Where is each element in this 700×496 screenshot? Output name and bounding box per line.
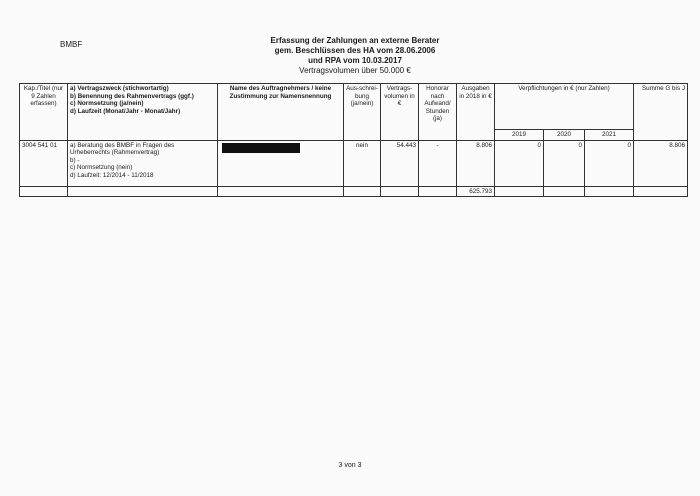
payments-table <box>19 83 688 197</box>
title-line-4: Vertragsvolumen über 50.000 € <box>299 66 411 75</box>
header-year-2020: 2020 <box>544 130 585 141</box>
header-kap-titel: Kap./Titel (nur 9 Zahlen erfassen) <box>20 84 68 141</box>
header-zweck-c: c) Normsetzung (ja/nein) <box>70 100 144 108</box>
cell-2021: 0 <box>585 140 634 186</box>
header-zweck-b: b) Benennung des Rahmenvertrags (ggf.) <box>70 92 194 100</box>
title-line-3: und RPA vom 10.03.2017 <box>308 56 402 65</box>
cell-zweck-b: b) - <box>70 156 80 164</box>
total-row <box>20 186 688 197</box>
title-line-2: gem. Beschlüssen des HA vom 28.06.2006 <box>274 46 436 55</box>
cell-vertragsvolumen: 54.443 <box>381 140 419 186</box>
cell-zweck <box>68 140 218 186</box>
cell-kap: 3004 541 01 <box>20 140 68 186</box>
header-zweck-a: a) Vertragszweck (stichwortartig) <box>70 85 169 92</box>
header-ausschreibung: Aus-schrei-bung (ja/nein) <box>344 84 381 141</box>
cell-2019: 0 <box>495 140 544 186</box>
header-year-2021: 2021 <box>585 130 634 141</box>
header-auftragnehmer: Name des Auftragnehmers / keine Zustimmung zur Namensnennung <box>218 84 344 141</box>
cell-2020: 0 <box>544 140 585 186</box>
cell-ausgaben: 8.806 <box>457 140 495 186</box>
cell-honorar: - <box>419 140 457 186</box>
header-verpflichtungen: Verpflichtungen in € (nur Zahlen) <box>495 84 634 130</box>
header-year-2019: 2019 <box>495 130 544 141</box>
ministry-label: BMBF <box>60 40 83 49</box>
header-ausgaben: Ausgaben in 2018 in € <box>457 84 495 141</box>
header-vertragsvolumen: Vertrags-volumen in € <box>381 84 419 141</box>
cell-zweck-d: d) Laufzeit: 12/2014 - 11/2018 <box>70 171 154 179</box>
header-zweck-d: d) Laufzeit (Monat/Jahr - Monat/Jahr) <box>70 107 181 115</box>
cell-ausschreibung: nein <box>344 140 381 186</box>
table-row <box>20 140 688 186</box>
document-title <box>240 36 470 76</box>
header-summe: Summe G bis J <box>634 84 688 141</box>
total-ausgaben: 625.793 <box>457 186 495 197</box>
cell-summe: 8.806 <box>634 140 688 186</box>
header-vertragszweck <box>68 84 218 141</box>
header-honorar: Honorar nach Aufwand/ Stunden (ja) <box>419 84 457 141</box>
title-line-1: Erfassung der Zahlungen an externe Berater <box>270 36 440 45</box>
cell-auftragnehmer <box>218 140 344 186</box>
redaction-bar <box>222 143 300 153</box>
cell-zweck-c: c) Normsetzung (nein) <box>70 164 133 172</box>
page-number: 3 von 3 <box>338 462 362 469</box>
cell-zweck-a: a) Beratung des BMBF in Fragen des Urheberrechts (Rahmenvertrag) <box>70 141 175 157</box>
